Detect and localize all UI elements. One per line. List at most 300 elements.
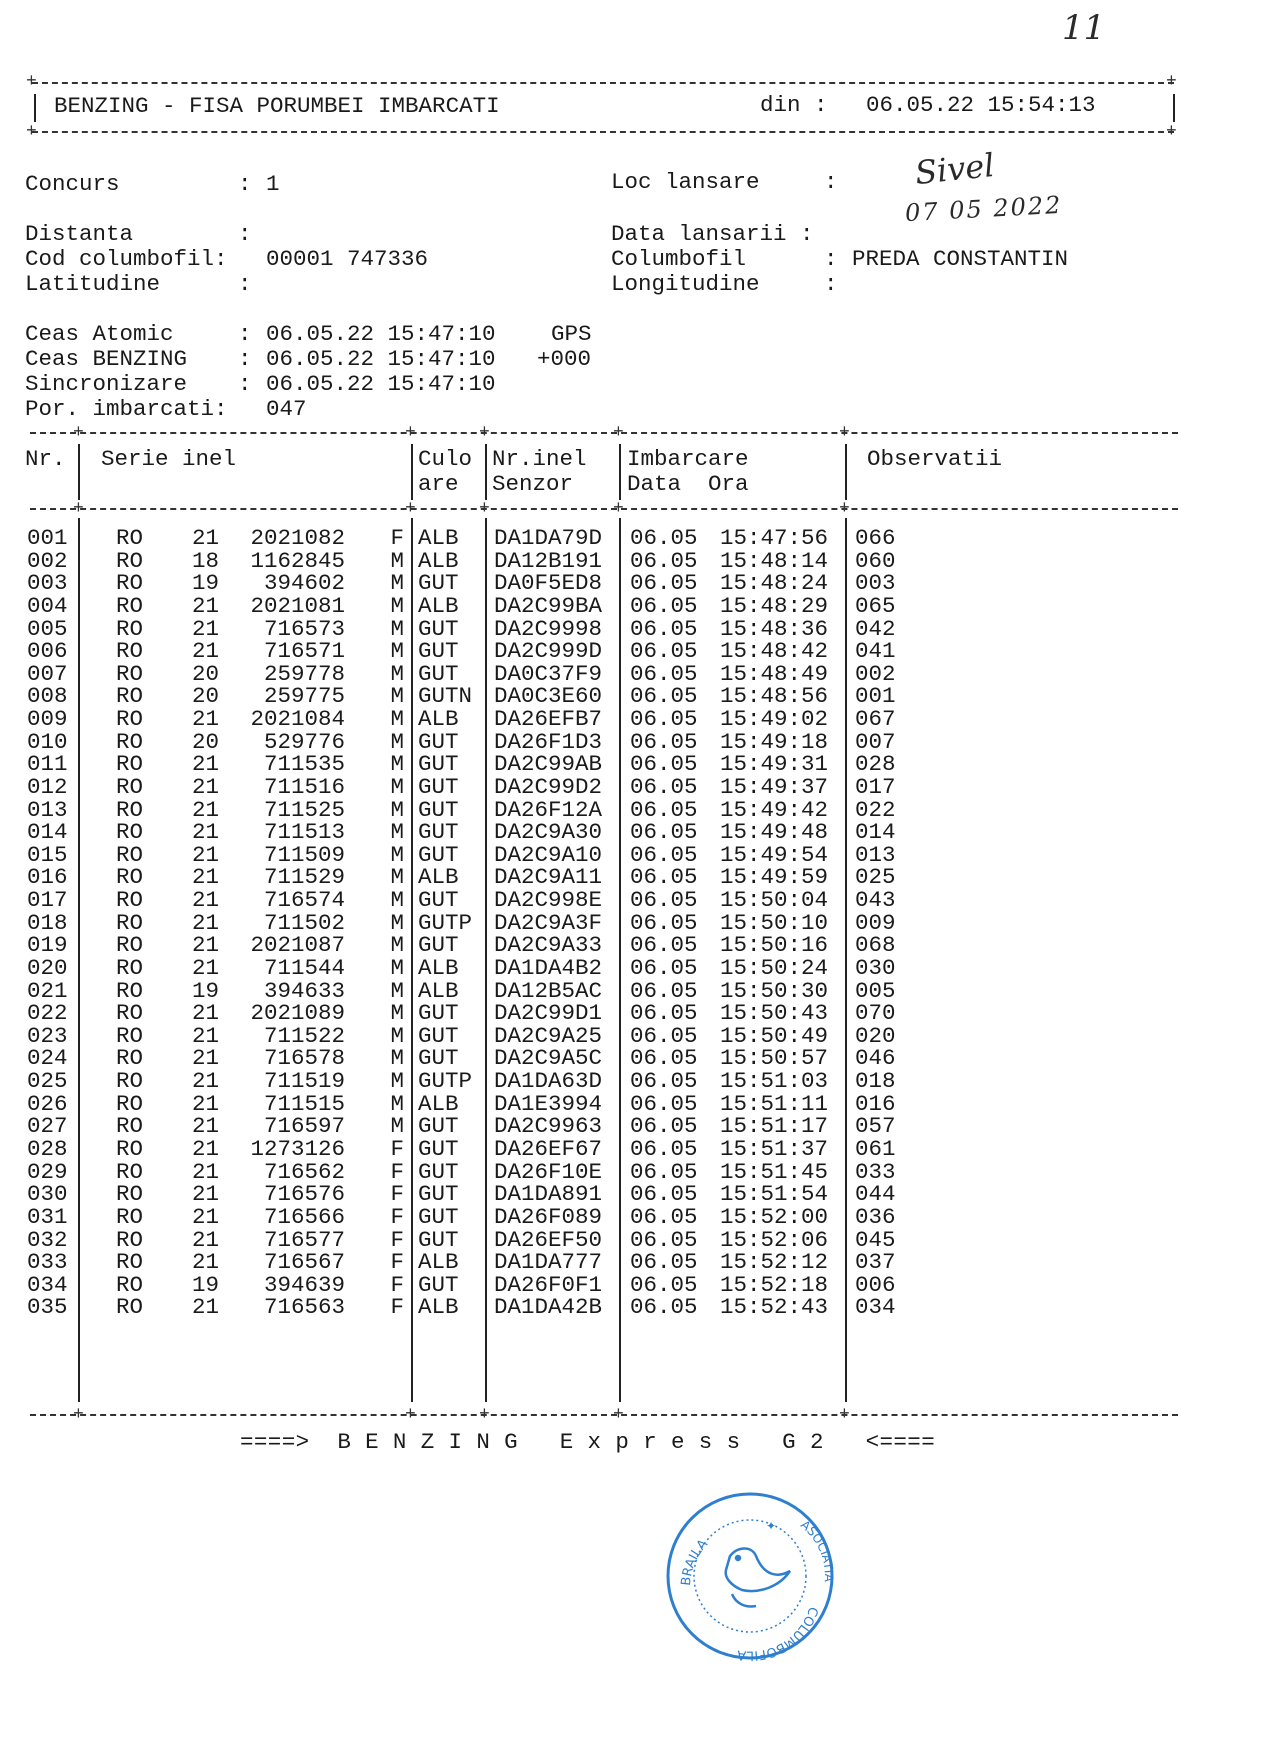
header-imbarcare: Imbarcare: [627, 446, 749, 472]
country-code: RO: [116, 1203, 144, 1230]
ring-number: 2021089: [250, 1000, 345, 1027]
row-number: 007: [27, 660, 68, 687]
ring-year: 20: [192, 728, 220, 755]
ring-year: 21: [192, 615, 220, 642]
sensor-id: DA1DA4B2: [494, 954, 603, 981]
sensor-id: DA2C999D: [494, 638, 603, 665]
sex: F: [390, 1294, 404, 1321]
country-code: RO: [116, 1090, 144, 1117]
country-code: RO: [116, 977, 144, 1004]
row-number: 012: [27, 773, 68, 800]
boarding-date: 06.05: [630, 796, 698, 823]
handwritten-location: Sivel: [913, 145, 997, 193]
association-stamp: [660, 1486, 840, 1666]
sex: M: [390, 728, 404, 755]
boarding-date: 06.05: [630, 932, 698, 959]
boarding-date: 06.05: [630, 1113, 698, 1140]
boarding-time: 15:49:02: [720, 706, 829, 733]
color: ALB: [418, 977, 459, 1004]
observation: 016: [855, 1090, 896, 1117]
observation: 020: [855, 1022, 896, 1049]
sex: F: [390, 1158, 404, 1185]
sensor-id: DA2C9998: [494, 615, 603, 642]
boarding-date: 06.05: [630, 1203, 698, 1230]
stamp-text-bottom: COLUMBOFILA: [736, 1604, 821, 1663]
boarding-time: 15:52:12: [720, 1249, 829, 1276]
header-culoare-1: Culo: [418, 446, 473, 472]
color: ALB: [418, 864, 459, 891]
row-number: 019: [27, 932, 68, 959]
ring-year: 21: [192, 1000, 220, 1027]
country-code: RO: [116, 1226, 144, 1253]
boarding-time: 15:50:10: [720, 909, 829, 936]
observation: 025: [855, 864, 896, 891]
observation: 042: [855, 615, 896, 642]
sensor-id: DA2C9A33: [494, 932, 603, 959]
color: ALB: [418, 1249, 459, 1276]
color: GUT: [418, 660, 459, 687]
sensor-id: DA26EF50: [494, 1226, 603, 1253]
ring-number: 2021082: [250, 525, 345, 551]
boarding-time: 15:51:54: [720, 1181, 829, 1208]
ring-number: 711515: [263, 1090, 345, 1117]
observation: 033: [855, 1158, 896, 1185]
sensor-id: DA1DA79D: [494, 525, 603, 551]
boarding-date: 06.05: [630, 615, 698, 642]
observation: 067: [855, 706, 896, 733]
ring-number: 716571: [263, 638, 345, 665]
color: GUT: [418, 638, 459, 665]
ring-number: 716567: [263, 1249, 345, 1276]
observation: 060: [855, 547, 896, 574]
row-number: 024: [27, 1045, 68, 1072]
color: ALB: [418, 592, 459, 619]
observation: 034: [855, 1294, 896, 1321]
sex: M: [390, 819, 404, 846]
country-code: RO: [116, 751, 144, 778]
sex: M: [390, 660, 404, 687]
stamp-text-top: BRAILA: [678, 1536, 711, 1587]
sex: F: [390, 1136, 404, 1162]
ring-year: 20: [192, 683, 220, 710]
boarding-date: 06.05: [630, 1045, 698, 1072]
color: GUT: [418, 932, 459, 959]
ceas-benzing-suffix: +000: [537, 346, 592, 372]
observation: 061: [855, 1136, 896, 1162]
row-number: 031: [27, 1203, 68, 1230]
ring-year: 21: [192, 932, 220, 959]
sensor-id: DA2C9A10: [494, 841, 603, 868]
country-code: RO: [116, 1294, 144, 1321]
ring-year: 21: [192, 796, 220, 823]
boarding-date: 06.05: [630, 773, 698, 800]
ring-year: 21: [192, 1294, 220, 1321]
country-code: RO: [116, 887, 144, 914]
sensor-id: DA1DA891: [494, 1181, 603, 1208]
sex: F: [390, 1203, 404, 1230]
color: GUT: [418, 1045, 459, 1072]
boarding-date: 06.05: [630, 1226, 698, 1253]
svg-text:✦: ✦: [766, 1519, 777, 1533]
boarding-time: 15:48:24: [720, 570, 829, 597]
country-code: RO: [116, 1181, 144, 1208]
boarding-date: 06.05: [630, 819, 698, 846]
sensor-id: DA2C9A5C: [494, 1045, 603, 1072]
row-number: 029: [27, 1158, 68, 1185]
footer-banner: ====> B E N Z I N G E x p r e s s G 2 <====: [240, 1429, 936, 1455]
observation: 013: [855, 841, 896, 868]
sensor-id: DA26F0F1: [494, 1271, 603, 1298]
ring-year: 21: [192, 841, 220, 868]
boarding-time: 15:50:43: [720, 1000, 829, 1027]
data-lansarii-label: Data lansarii :: [611, 221, 814, 247]
ring-number: 711502: [263, 909, 345, 936]
sensor-id: DA0F5ED8: [494, 570, 603, 597]
observation: 043: [855, 887, 896, 914]
ring-number: 711544: [263, 954, 345, 981]
boarding-date: 06.05: [630, 728, 698, 755]
row-number: 021: [27, 977, 68, 1004]
boarding-date: 06.05: [630, 954, 698, 981]
country-code: RO: [116, 683, 144, 710]
row-number: 003: [27, 570, 68, 597]
boarding-time: 15:50:24: [720, 954, 829, 981]
din-label: din :: [760, 92, 828, 118]
boarding-time: 15:47:56: [720, 525, 829, 551]
boarding-date: 06.05: [630, 1294, 698, 1321]
row-number: 004: [27, 592, 68, 619]
sensor-id: DA1DA63D: [494, 1068, 603, 1095]
color: GUT: [418, 728, 459, 755]
boarding-time: 15:49:54: [720, 841, 829, 868]
country-code: RO: [116, 841, 144, 868]
ring-number: 716566: [263, 1203, 345, 1230]
row-number: 013: [27, 796, 68, 823]
sincronizare-label: Sincronizare: [25, 371, 188, 397]
boarding-time: 15:52:18: [720, 1271, 829, 1298]
page-number: 11: [1062, 8, 1106, 48]
row-number: 015: [27, 841, 68, 868]
boarding-date: 06.05: [630, 1271, 698, 1298]
sex: M: [390, 592, 404, 619]
row-number: 017: [27, 887, 68, 914]
row-number: 020: [27, 954, 68, 981]
boarding-date: 06.05: [630, 638, 698, 665]
row-number: 030: [27, 1181, 68, 1208]
country-code: RO: [116, 1068, 144, 1095]
color: GUT: [418, 1181, 459, 1208]
ring-number: 711535: [263, 751, 345, 778]
boarding-time: 15:51:37: [720, 1136, 829, 1162]
boarding-date: 06.05: [630, 909, 698, 936]
sex: M: [390, 841, 404, 868]
ring-year: 21: [192, 525, 220, 551]
observation: 006: [855, 1271, 896, 1298]
color: ALB: [418, 1090, 459, 1117]
ring-year: 21: [192, 1068, 220, 1095]
ring-year: 19: [192, 977, 220, 1004]
sex: M: [390, 1090, 404, 1117]
boarding-date: 06.05: [630, 1022, 698, 1049]
country-code: RO: [116, 1136, 144, 1162]
boarding-date: 06.05: [630, 592, 698, 619]
sex: M: [390, 864, 404, 891]
sex: M: [390, 932, 404, 959]
sex: M: [390, 909, 404, 936]
country-code: RO: [116, 909, 144, 936]
ring-number: 394639: [263, 1271, 345, 1298]
country-code: RO: [116, 525, 144, 551]
ring-year: 21: [192, 954, 220, 981]
observation: 028: [855, 751, 896, 778]
latitudine-label: Latitudine: [25, 271, 161, 297]
sensor-id: DA2C99AB: [494, 751, 603, 778]
country-code: RO: [116, 660, 144, 687]
boarding-date: 06.05: [630, 525, 698, 551]
country-code: RO: [116, 1158, 144, 1185]
report-title: BENZING - FISA PORUMBEI IMBARCATI: [54, 93, 500, 119]
boarding-time: 15:48:14: [720, 547, 829, 574]
sex: F: [390, 1249, 404, 1276]
country-code: RO: [116, 706, 144, 733]
ring-year: 18: [192, 547, 220, 574]
observation: 045: [855, 1226, 896, 1253]
ring-number: 716578: [263, 1045, 345, 1072]
observation: 022: [855, 796, 896, 823]
ring-year: 19: [192, 1271, 220, 1298]
ring-year: 21: [192, 1022, 220, 1049]
sensor-id: DA2C9963: [494, 1113, 603, 1140]
country-code: RO: [116, 570, 144, 597]
boarding-time: 15:48:56: [720, 683, 829, 710]
header-senzor: Senzor: [492, 471, 574, 497]
header-culoare-2: are: [418, 471, 459, 497]
country-code: RO: [116, 1271, 144, 1298]
ring-year: 21: [192, 819, 220, 846]
sensor-id: DA26F10E: [494, 1158, 603, 1185]
sex: M: [390, 570, 404, 597]
color: ALB: [418, 954, 459, 981]
ring-number: 394633: [263, 977, 345, 1004]
color: ALB: [418, 525, 459, 551]
sensor-id: DA26F12A: [494, 796, 603, 823]
country-code: RO: [116, 638, 144, 665]
ring-year: 21: [192, 592, 220, 619]
color: GUT: [418, 1158, 459, 1185]
color: GUT: [418, 1000, 459, 1027]
row-number: 006: [27, 638, 68, 665]
boarding-time: 15:49:42: [720, 796, 829, 823]
boarding-time: 15:52:43: [720, 1294, 829, 1321]
color: GUT: [418, 1022, 459, 1049]
color: GUTP: [418, 1068, 473, 1095]
row-number: 032: [27, 1226, 68, 1253]
boarding-time: 15:50:57: [720, 1045, 829, 1072]
boarding-time: 15:49:37: [720, 773, 829, 800]
boarding-time: 15:50:49: [720, 1022, 829, 1049]
observation: 030: [855, 954, 896, 981]
sensor-id: DA0C37F9: [494, 660, 603, 687]
boarding-time: 15:50:16: [720, 932, 829, 959]
color: GUT: [418, 887, 459, 914]
ring-number: 711513: [263, 819, 345, 846]
observation: 007: [855, 728, 896, 755]
color: GUT: [418, 796, 459, 823]
boarding-date: 06.05: [630, 1068, 698, 1095]
observation: 014: [855, 819, 896, 846]
observation: 066: [855, 525, 896, 551]
ring-year: 21: [192, 864, 220, 891]
boarding-date: 06.05: [630, 706, 698, 733]
color: GUT: [418, 570, 459, 597]
row-number: 014: [27, 819, 68, 846]
observation: 017: [855, 773, 896, 800]
ring-year: 21: [192, 1136, 220, 1162]
ring-year: 21: [192, 1158, 220, 1185]
sensor-id: DA2C9A3F: [494, 909, 603, 936]
header-nr: Nr.: [25, 446, 66, 472]
boarding-time: 15:51:11: [720, 1090, 829, 1117]
row-number: 009: [27, 706, 68, 733]
sex: M: [390, 773, 404, 800]
ceas-benzing-value: 06.05.22 15:47:10: [266, 346, 496, 372]
ring-number: 394602: [263, 570, 345, 597]
sex: M: [390, 615, 404, 642]
sensor-id: DA26EFB7: [494, 706, 603, 733]
ring-year: 21: [192, 1203, 220, 1230]
sex: M: [390, 706, 404, 733]
observation: 046: [855, 1045, 896, 1072]
sensor-id: DA2C9A11: [494, 864, 603, 891]
color: ALB: [418, 547, 459, 574]
sex: M: [390, 1068, 404, 1095]
sensor-id: DA26F1D3: [494, 728, 603, 755]
ring-year: 21: [192, 1181, 220, 1208]
row-number: 016: [27, 864, 68, 891]
boarding-time: 15:49:31: [720, 751, 829, 778]
ring-number: 711519: [263, 1068, 345, 1095]
color: GUT: [418, 1113, 459, 1140]
boarding-date: 06.05: [630, 547, 698, 574]
observation: 041: [855, 638, 896, 665]
boarding-date: 06.05: [630, 1090, 698, 1117]
row-number: 008: [27, 683, 68, 710]
stamp-text-right: ASOCIATIA: [798, 1517, 836, 1583]
row-number: 023: [27, 1022, 68, 1049]
ring-number: 2021087: [250, 932, 345, 959]
country-code: RO: [116, 1249, 144, 1276]
boarding-time: 15:51:03: [720, 1068, 829, 1095]
ring-number: 716573: [263, 615, 345, 642]
country-code: RO: [116, 1000, 144, 1027]
ring-number: 529776: [263, 728, 345, 755]
color: GUT: [418, 841, 459, 868]
row-number: 005: [27, 615, 68, 642]
sensor-id: DA12B191: [494, 547, 603, 574]
country-code: RO: [116, 819, 144, 846]
row-number: 001: [27, 525, 68, 551]
ring-year: 21: [192, 1249, 220, 1276]
observation: 068: [855, 932, 896, 959]
sex: M: [390, 954, 404, 981]
boarding-time: 15:49:48: [720, 819, 829, 846]
boarding-time: 15:48:49: [720, 660, 829, 687]
observation: 044: [855, 1181, 896, 1208]
country-code: RO: [116, 864, 144, 891]
boarding-time: 15:48:36: [720, 615, 829, 642]
boarding-date: 06.05: [630, 841, 698, 868]
sex: M: [390, 751, 404, 778]
ring-year: 21: [192, 887, 220, 914]
sex: M: [390, 1113, 404, 1140]
columbofil-label: Columbofil: [611, 246, 747, 272]
row-number: 018: [27, 909, 68, 936]
boarding-time: 15:49:59: [720, 864, 829, 891]
observation: 018: [855, 1068, 896, 1095]
porumbei-imbarcati-label: Por. imbarcati:: [25, 396, 228, 422]
country-code: RO: [116, 1113, 144, 1140]
country-code: RO: [116, 1022, 144, 1049]
country-code: RO: [116, 932, 144, 959]
color: GUTP: [418, 909, 473, 936]
ring-number: 716574: [263, 887, 345, 914]
ring-number: 259775: [263, 683, 345, 710]
sensor-id: DA1DA777: [494, 1249, 603, 1276]
row-number: 035: [27, 1294, 68, 1321]
boarding-date: 06.05: [630, 977, 698, 1004]
boarding-time: 15:50:30: [720, 977, 829, 1004]
color: ALB: [418, 706, 459, 733]
concurs-label: Concurs: [25, 171, 120, 197]
boarding-date: 06.05: [630, 1249, 698, 1276]
boarding-date: 06.05: [630, 1000, 698, 1027]
sex: M: [390, 547, 404, 574]
country-code: RO: [116, 796, 144, 823]
boarding-time: 15:48:29: [720, 592, 829, 619]
color: GUT: [418, 1226, 459, 1253]
row-number: 027: [27, 1113, 68, 1140]
ring-number: 1162845: [250, 547, 345, 574]
header-nr-inel: Nr.inel: [492, 446, 587, 472]
sensor-id: DA2C99D2: [494, 773, 603, 800]
boarding-time: 15:49:18: [720, 728, 829, 755]
color: ALB: [418, 1294, 459, 1321]
handwritten-date: 07 05 2022: [904, 190, 1064, 228]
loc-lansare-label: Loc lansare: [611, 169, 760, 195]
ring-number: 711516: [263, 773, 345, 800]
sex: M: [390, 1045, 404, 1072]
boarding-time: 15:52:06: [720, 1226, 829, 1253]
ring-number: 711522: [263, 1022, 345, 1049]
sex: F: [390, 1271, 404, 1298]
observation: 005: [855, 977, 896, 1004]
sensor-id: DA1DA42B: [494, 1294, 603, 1321]
color: GUT: [418, 819, 459, 846]
longitudine-label: Longitudine: [611, 271, 760, 297]
sensor-id: DA2C998E: [494, 887, 603, 914]
ring-year: 21: [192, 909, 220, 936]
observation: 036: [855, 1203, 896, 1230]
ring-number: 716577: [263, 1226, 345, 1253]
observation: 065: [855, 592, 896, 619]
concurs-value: 1: [266, 171, 280, 197]
row-number: 022: [27, 1000, 68, 1027]
sex: M: [390, 683, 404, 710]
ceas-atomic-value: 06.05.22 15:47:10: [266, 321, 496, 347]
row-number: 026: [27, 1090, 68, 1117]
sex: F: [390, 1181, 404, 1208]
country-code: RO: [116, 547, 144, 574]
